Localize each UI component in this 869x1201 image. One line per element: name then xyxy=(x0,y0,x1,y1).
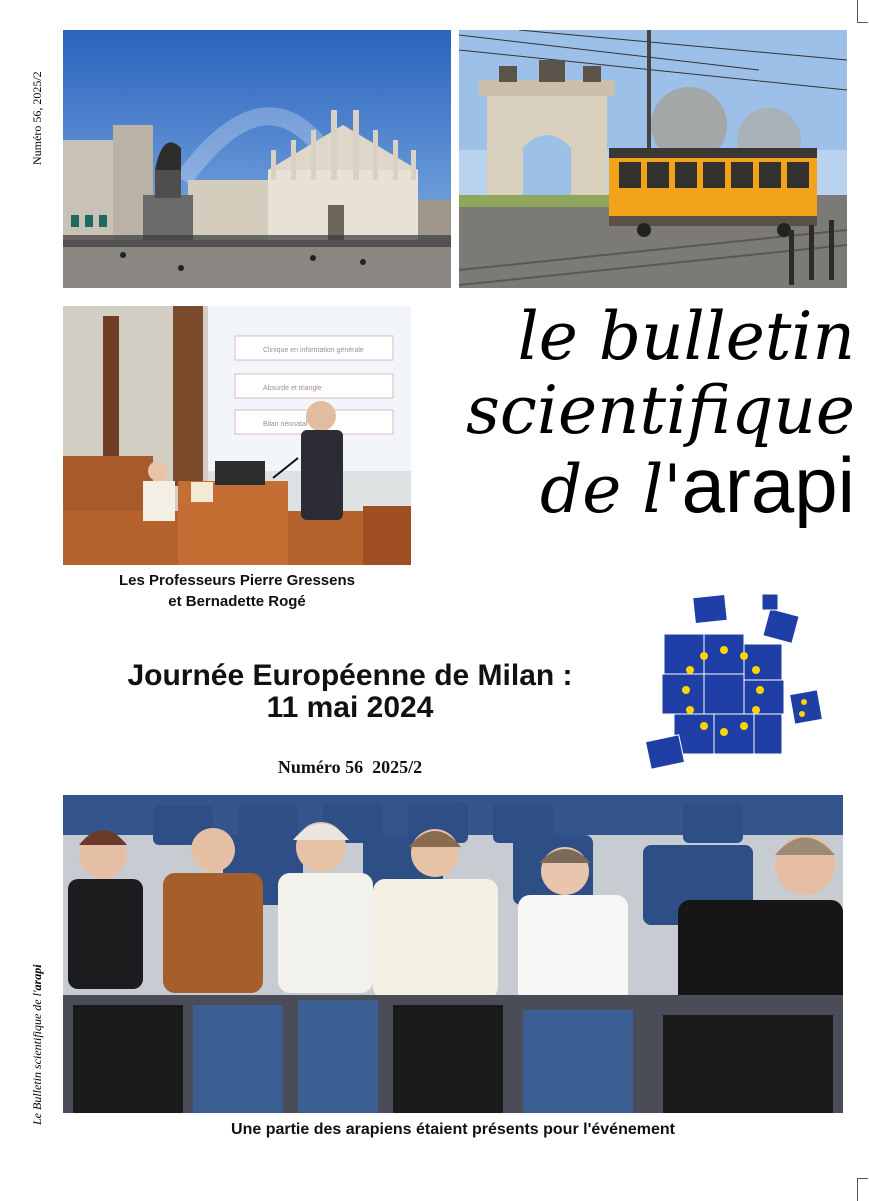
bulletin-title xyxy=(425,300,855,527)
title-brand: arapi xyxy=(681,441,855,529)
photo-conference-speakers xyxy=(63,306,411,565)
crop-mark-top xyxy=(857,0,868,23)
group-caption: Une partie des arapiens étaient présents pour l'événement xyxy=(231,1121,675,1138)
professors-caption-line2: et Bernadette Rogé xyxy=(168,593,306,610)
event-headline-line2: 11 mai 2024 xyxy=(266,691,434,724)
professors-caption-line1: Les Professeurs Pierre Gressens xyxy=(119,572,355,589)
slide-item-text: Clinique en information générale xyxy=(263,347,364,354)
photo-milan-tram-arch xyxy=(459,30,847,288)
crop-mark-bottom xyxy=(857,1178,868,1201)
spine-issue-label: Numéro 56, 2025/2 xyxy=(30,71,44,165)
event-headline-line1: Journée Européenne de Milan : xyxy=(127,659,573,692)
title-line3 xyxy=(425,441,855,529)
title-line2: scientifique xyxy=(466,372,855,449)
photo-milan-cathedral xyxy=(63,30,451,288)
spine-bulletin-label xyxy=(30,964,45,1125)
issue-number: Numéro 56 2025/2 xyxy=(277,757,423,777)
photo-group-attendees xyxy=(63,795,843,1113)
title-line1: le bulletin xyxy=(517,298,855,375)
eu-puzzle-icon xyxy=(644,594,826,772)
professors-caption xyxy=(63,570,411,612)
spine-bulletin-brand: arapi xyxy=(30,964,44,991)
title-line3-prefix: de l' xyxy=(540,451,682,528)
slide-item-text: Bilan néonatal xyxy=(263,421,308,428)
event-headline xyxy=(60,660,640,724)
slide-item-text: Absurde et triangle xyxy=(263,385,322,392)
spine-bulletin-prefix: Le Bulletin scientifique de l' xyxy=(30,990,44,1125)
